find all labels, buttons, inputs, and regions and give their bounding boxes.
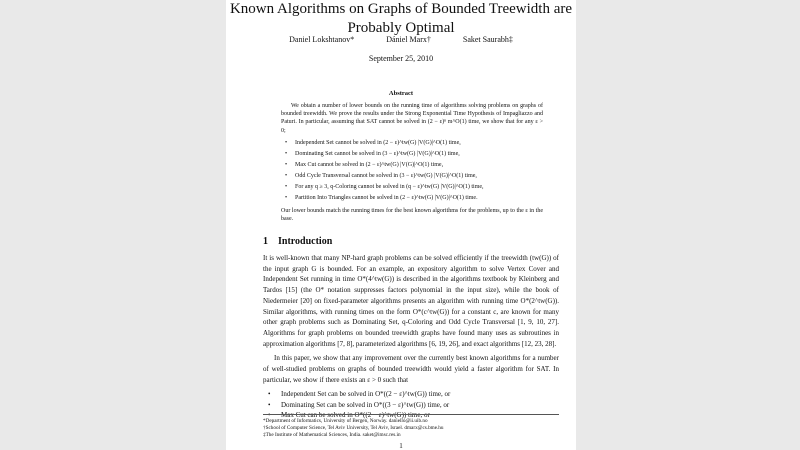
abstract-body xyxy=(281,102,543,223)
list-item: • Max Cut can be solved in O*((2 − ε)^tw(G)) time, or xyxy=(268,411,430,420)
paper-page xyxy=(226,0,576,450)
bullet-icon: • xyxy=(285,183,288,190)
author: Saket Saurabh‡ xyxy=(462,35,513,44)
title-line-1: Known Algorithms on Graphs of Bounded Treewidth are xyxy=(229,1,573,17)
title-line-2: Probably Optimal xyxy=(347,20,455,36)
bullet-icon: • xyxy=(285,194,288,201)
author: Dániel Marx† xyxy=(386,35,431,44)
abstract-intro: We obtain a number of lower bounds on the running time of algorithms solving problems on graphs of bounded treewidth. We prove the results under the Strong Exponential Time Hypothesis of Impagliazzo and Paturi. In particular, assuming that SAT cannot be solved in (2 − ε)ⁿ m^O(1) time, we show that for any ε > 0; xyxy=(281,103,543,134)
bullet-icon: • xyxy=(268,411,271,420)
paper-title xyxy=(226,0,576,38)
bullet-icon: • xyxy=(285,150,288,157)
list-item: • Independent Set cannot be solved in (2 − ε)^tw(G) |V(G)|^O(1) time, xyxy=(295,138,543,149)
paragraph: It is well-known that many NP-hard graph problems can be solved efficiently if the treewidth (tw(G)) of the input graph G is bounded. For an example, an expository algorithm to solve Vertex Cover and Independent Set running in time O*(4^tw(G)) is described in the algorithms textbook by Kleinberg and Tardos [15] (the O* notation suppresses factors polynomial in the input size), while the book of Niedermeier [20] on fixed-parameter algorithms presents an algorithm with running time O*(2^tw(G)). Similar algorithms, with running times on the form O*(c^tw(G)) for a constant c, are known for many other graph problems such as Dominating Set, q-Coloring and Odd Cycle Transversal [1, 9, 10, 27]. Algorithms for graph problems on bounded treewidth graphs have found many uses as subroutines in approximation algorithms [7, 8], parameterized algorithms [6, 19, 26], and exact algorithms [12, 23, 28]. xyxy=(263,254,559,348)
paper-date: September 25, 2010 xyxy=(368,54,434,63)
list-item: • Dominating Set can be solved in O*((3 − ε)^tw(G)) time, or xyxy=(268,400,450,409)
abstract-outro: Our lower bounds match the running times for the best known algorithms for the problems, up to the ε in the base. xyxy=(281,207,543,223)
page-number: 1 xyxy=(399,442,403,450)
list-item: • Partition Into Triangles cannot be solved in (2 − ε)^tw(G) |V(G)|^O(1) time. xyxy=(295,193,543,204)
footnote: †School of Computer Science, Tel Aviv University, Tel Aviv, Israel. dmarx@cs.bme.hu xyxy=(263,425,444,431)
section-number: 1 xyxy=(263,236,268,247)
list-item: • Odd Cycle Transversal cannot be solved in (3 − ε)^tw(G) |V(G)|^O(1) time, xyxy=(295,171,543,182)
footnote: ‡The Institute of Mathematical Sciences, India. saket@imsc.res.in xyxy=(263,432,401,438)
author: Daniel Lokshtanov* xyxy=(289,35,355,44)
bullet-icon: • xyxy=(285,172,288,179)
list-item: • Dominating Set cannot be solved in (3 − ε)^tw(G) |V(G)|^O(1) time, xyxy=(295,149,543,160)
footnotes xyxy=(263,414,559,439)
introduction-body xyxy=(263,253,559,421)
bullet-icon: • xyxy=(268,390,271,399)
section-heading-introduction xyxy=(263,236,332,247)
list-item: • For any q ≥ 3, q-Coloring cannot be solved in (q − ε)^tw(G) |V(G)|^O(1) time, xyxy=(295,182,543,193)
list-item: • Max Cut cannot be solved in (2 − ε)^tw(G) |V(G)|^O(1) time, xyxy=(295,160,543,171)
list-item: • Independent Set can be solved in O*((2 − ε)^tw(G)) time, or xyxy=(268,390,451,399)
author-list xyxy=(226,35,576,44)
abstract-results-list xyxy=(281,138,543,204)
footnote: *Department of Informatics, University of Bergen, Norway. daniello@ii.uib.no xyxy=(263,418,428,424)
abstract-heading: Abstract xyxy=(388,90,414,97)
bullet-icon: • xyxy=(285,161,288,168)
section-title: Introduction xyxy=(278,236,333,247)
bullet-icon: • xyxy=(285,139,288,146)
bullet-icon: • xyxy=(268,400,271,409)
paragraph: In this paper, we show that any improvement over the currently best known algorithms for a number of well-studied problems on graphs of bounded treewidth would yield a faster algorithm for SAT. In particular, we show if there exists an ε > 0 such that xyxy=(263,354,559,384)
